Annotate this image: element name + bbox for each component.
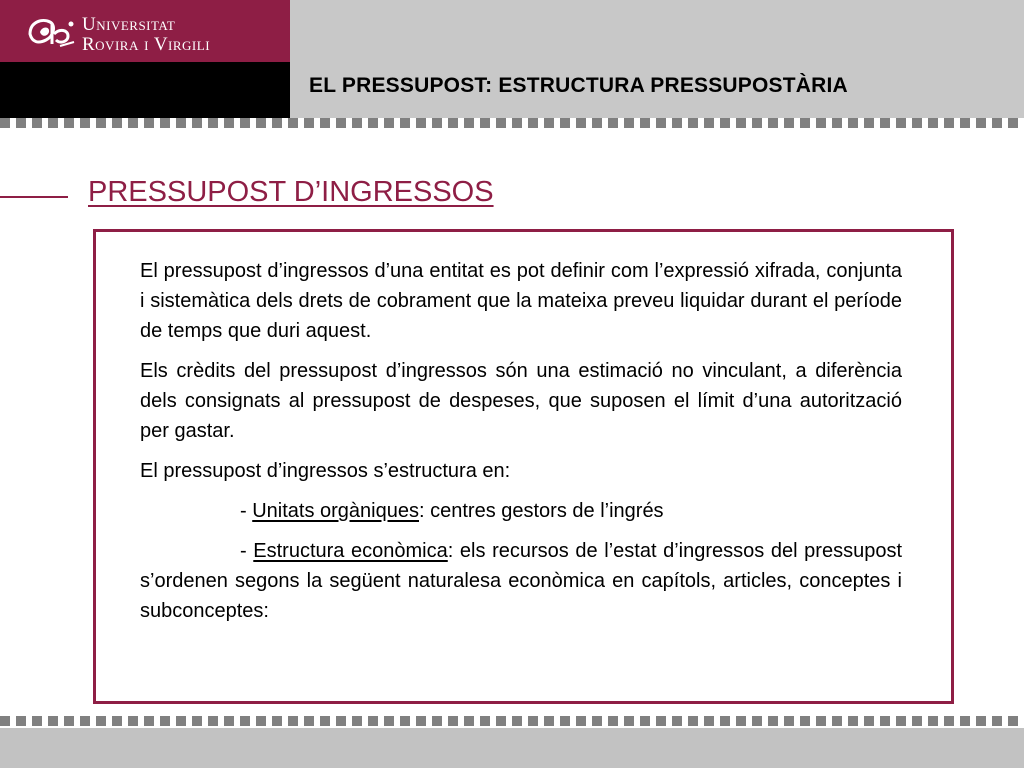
header-stripe-divider — [0, 118, 1024, 128]
bullet-dash: - — [240, 540, 254, 562]
footer-band — [0, 728, 1024, 768]
paragraph-structure-intro: El pressupost d’ingressos s’estructura en: — [140, 460, 511, 482]
university-name — [82, 15, 210, 55]
paragraph-credits: Els crèdits del pressupost d’ingressos són una estimació no vinculant, a diferència dels consignats al pressupost de despeses, que suposen el límit d’una autorització per gastar. — [140, 360, 902, 442]
footer-stripe-divider — [0, 716, 1024, 726]
bullet-organic-units — [140, 496, 902, 526]
bullet-term-organic-units: Unitats orgàniques — [252, 500, 419, 522]
urv-logo-icon — [24, 14, 76, 52]
section-title: PRESSUPOST D’INGRESSOS — [88, 176, 494, 208]
university-logo — [0, 0, 290, 62]
header-black-band — [0, 62, 290, 118]
bullet-dash: - — [240, 500, 253, 522]
bullet-text-economic-structure: : els recursos de l’estat d’ingressos del pressupost s’ordenen segons la següent naturalesa econòmica en capítols, articles, conceptes i subconceptes: — [140, 540, 903, 622]
university-name-line1: Universitat — [82, 14, 176, 35]
header-title: EL PRESSUPOST: ESTRUCTURA PRESSUPOSTÀRIA — [309, 74, 848, 97]
university-name-line2: Rovira i Virgili — [82, 34, 211, 55]
section-title-rule — [0, 196, 68, 198]
paragraph-definition: El pressupost d’ingressos d’una entitat es pot definir com l’expressió xifrada, conjunta i sistemàtica dels drets de cobrament que la mateixa preveu liquidar durant el període de temps que duri aquest. — [140, 260, 902, 342]
bullet-economic-structure — [140, 536, 902, 626]
bullet-text-organic-units: : centres gestors de l’ingrés — [419, 500, 664, 522]
content-box — [93, 229, 954, 704]
content-text — [140, 256, 902, 636]
header-grey-band — [290, 0, 1024, 118]
bullet-term-economic-structure: Estructura econòmica — [253, 540, 448, 562]
